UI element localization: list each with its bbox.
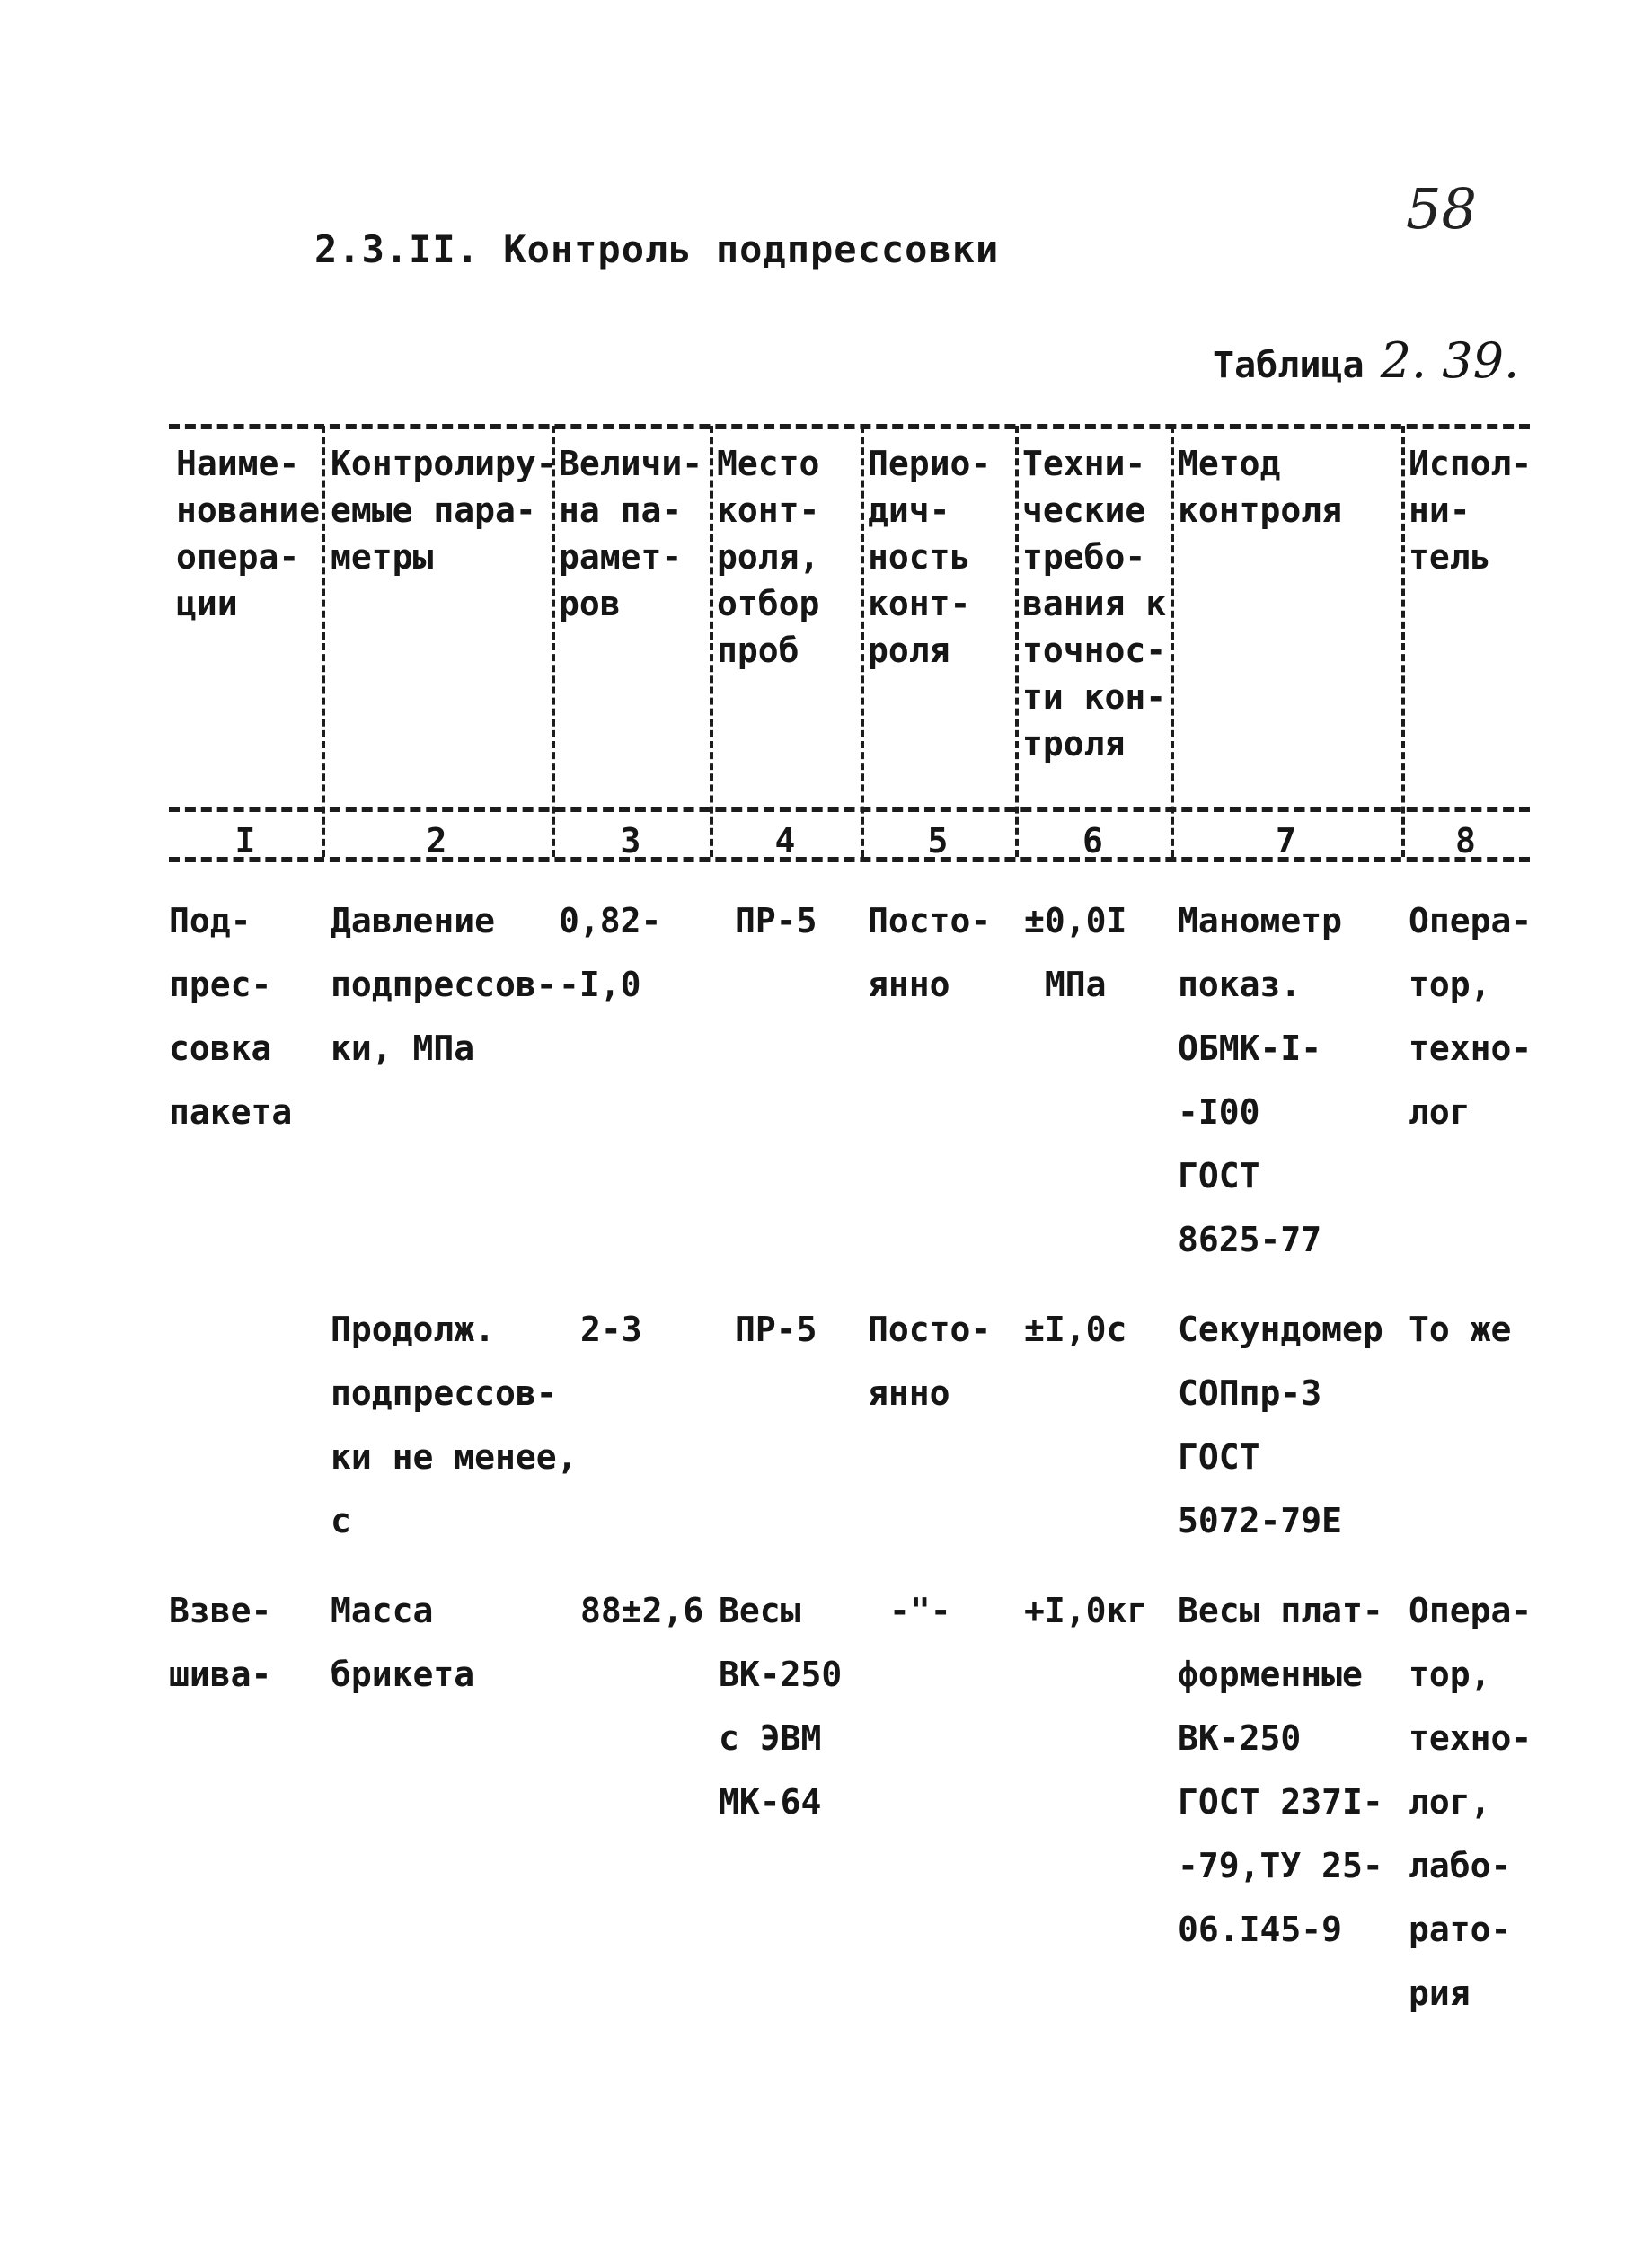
table-cell: Весы плат- форменные ВК-250 ГОСТ 237I- -79,ТУ 25- 06.I45-9 [1178, 1591, 1383, 1949]
table-cell: 2-3 [580, 1310, 642, 1349]
table-cell: Давление подпрессов- ки, МПа [331, 901, 557, 1068]
column-number: 5 [927, 821, 949, 861]
table-cell: Посто- янно [868, 1310, 992, 1413]
table-cell: Опера- тор, техно- лог, лабо- рато- рия [1409, 1591, 1533, 2013]
column-divider [710, 426, 713, 857]
table-cell: Секундомер СОПпр-3 ГОСТ 5072-79Е [1178, 1310, 1383, 1540]
table-cell: ±0,0I МПа [1024, 901, 1127, 1004]
table-top-rule [169, 424, 1530, 429]
column-divider [861, 426, 864, 857]
table-caption-label: Таблица [1213, 345, 1365, 386]
table-cell: Опера- тор, техно- лог [1409, 901, 1533, 1132]
table-cell: Продолж. подпрессов- ки не менее, с [331, 1310, 578, 1540]
section-title: 2.3.II. Контроль подпрессовки [314, 227, 1000, 271]
column-divider [1401, 426, 1405, 857]
table-cell: Под- прес- совка пакета [169, 901, 293, 1132]
column-header: Наиме- нование опера- ции [176, 444, 321, 623]
table-cell: Масса брикета [331, 1591, 475, 1694]
column-header: Контролиру- емые пара- метры [331, 444, 557, 577]
table-cell: Взве- шива- [169, 1591, 272, 1694]
table-cell: 88±2,6 [580, 1591, 704, 1630]
table-cell: +I,0кг [1024, 1591, 1148, 1630]
table-caption-number: 2. 39. [1380, 332, 1520, 389]
column-number: 4 [774, 821, 796, 861]
column-number: 8 [1455, 821, 1476, 861]
table-cell: ПР-5 [735, 901, 817, 940]
table-cell: ПР-5 [735, 1310, 817, 1349]
table-cell: -"- [889, 1591, 951, 1630]
table-cell: То же [1409, 1310, 1512, 1349]
table-cell: Посто- янно [868, 901, 992, 1004]
column-header: Испол- ни- тель [1409, 444, 1533, 577]
column-header: Метод контроля [1178, 444, 1343, 530]
column-number: 6 [1082, 821, 1103, 861]
table-cell: Манометр показ. ОБМК-I- -I00 ГОСТ 8625-77 [1178, 901, 1343, 1259]
column-number: 3 [620, 821, 641, 861]
table-caption [1213, 332, 1519, 389]
column-divider [1015, 426, 1019, 857]
column-number: 2 [426, 821, 447, 861]
page-number: 58 [1406, 176, 1477, 242]
table-cell: 0,82- -I,0 [559, 901, 662, 1004]
column-header: Перио- дич- ность конт- роля [868, 444, 992, 670]
table-cell: ±I,0с [1024, 1310, 1127, 1349]
column-header: Величи- на па- рамет- ров [559, 444, 703, 623]
column-number: 7 [1276, 821, 1296, 861]
column-header: Техни- ческие требо- вания к точнос- ти кон- троля [1022, 444, 1167, 764]
column-divider [322, 426, 325, 857]
column-divider [1171, 426, 1174, 857]
header-bottom-rule [169, 807, 1530, 812]
column-header: Место конт- роля, отбор проб [717, 444, 820, 670]
table-cell: Весы ВК-250 с ЭВМ МК-64 [719, 1591, 843, 1822]
column-number: I [234, 821, 256, 861]
